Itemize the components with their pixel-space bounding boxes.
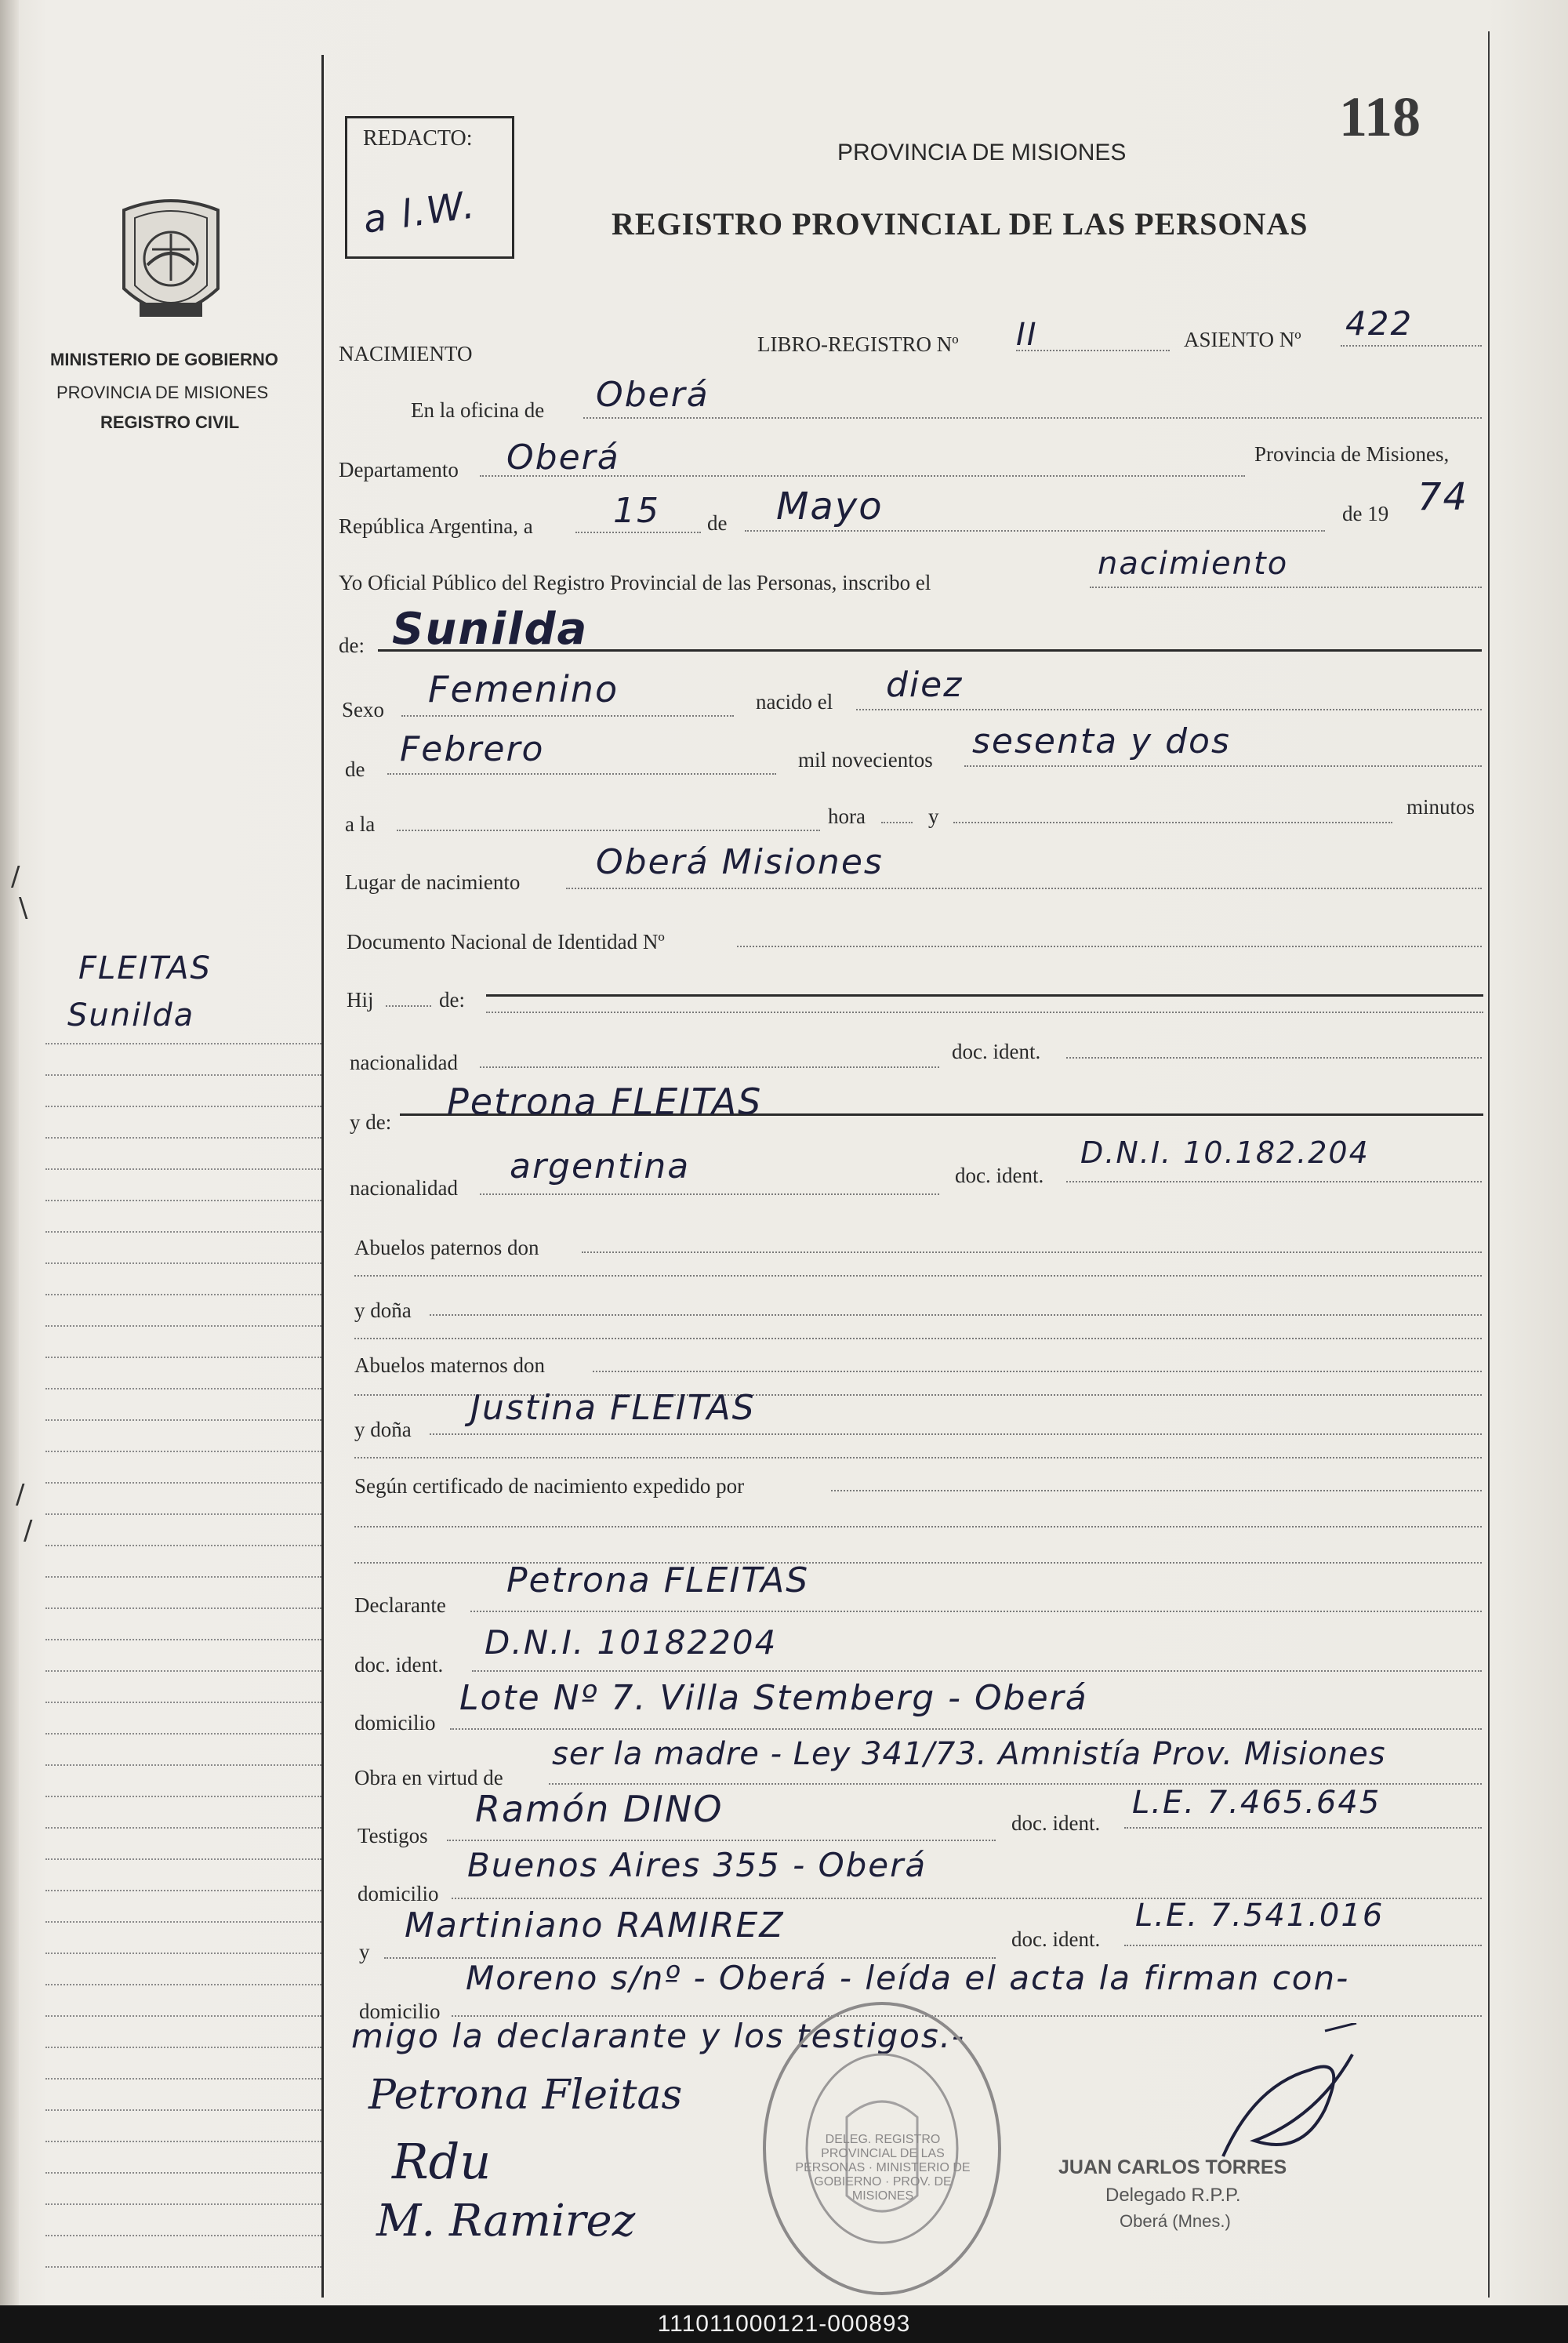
fecha-mes: Mayo	[776, 485, 884, 529]
doc-ident3-line	[472, 1670, 1482, 1672]
margin-ruled-line	[45, 1827, 321, 1829]
doc-ident4-label: doc. ident.	[1011, 1811, 1101, 1835]
margin-ruled-line	[45, 1639, 321, 1640]
testigos-line	[447, 1840, 996, 1841]
libro-line	[1016, 350, 1170, 351]
doc-ident2-label: doc. ident.	[955, 1164, 1044, 1187]
testigo2-domicilio: Moreno s/nº - Oberá - leída el acta la firman con-	[466, 1959, 1350, 1997]
hora-line	[881, 822, 913, 823]
margin-ruled-line	[45, 2015, 321, 2017]
margin-ruled-line	[45, 1451, 321, 1452]
signature-testigo2: M. Ramirez	[376, 2196, 636, 2247]
sidebar-province: PROVINCIA DE MISIONES	[56, 383, 269, 402]
nacionalidad-line	[480, 1066, 939, 1068]
lugar-value: Oberá Misiones	[596, 842, 884, 882]
signature-testigo1: Rdu	[392, 2133, 492, 2190]
margin-ruled-line	[45, 1168, 321, 1170]
margin-ruled-line	[45, 1764, 321, 1766]
mes-nac-line	[387, 773, 776, 775]
barcode-footer	[0, 2305, 1568, 2343]
y-dona2-line	[430, 1433, 1482, 1435]
margin-ruled-line	[45, 2203, 321, 2205]
dni-label: Documento Nacional de Identidad Nº	[347, 930, 665, 954]
margin-ruled-line	[45, 1482, 321, 1484]
hij-suffix-line	[386, 1005, 431, 1007]
minutos-label: minutos	[1406, 795, 1475, 819]
fecha-dia: 15	[613, 491, 660, 531]
margin-ruled-line	[45, 2266, 321, 2268]
nombre-value: Sunilda	[392, 604, 589, 655]
margin-ruled-line	[45, 1858, 321, 1860]
asiento-line	[1341, 345, 1482, 347]
stamp-text: DELEG. REGISTRO PROVINCIAL DE LAS PERSONAS · MINISTERIO DE GOBIERNO · PROV. DE MISIONES	[795, 2133, 971, 2203]
margin-given-name: Sunilda	[67, 997, 195, 1033]
margin-mark: /	[11, 861, 20, 892]
margin-rule	[321, 55, 324, 2298]
margin-ruled-line	[45, 1952, 321, 1954]
domicilio3-label: domicilio	[359, 2000, 441, 2023]
nacionalidad2-label: nacionalidad	[350, 1176, 458, 1200]
margin-ruled-line	[45, 1607, 321, 1609]
oficina-line	[583, 417, 1482, 419]
page-spine	[0, 0, 19, 2305]
abuelos-paternos-line-2	[354, 1275, 1482, 1277]
madre-doc: D.N.I. 10.182.204	[1080, 1135, 1370, 1170]
margin-ruled-line	[45, 1294, 321, 1295]
oficina-label: En la oficina de	[411, 398, 545, 422]
de-colon-label: de:	[339, 634, 365, 657]
declarante-doc: D.N.I. 10182204	[485, 1623, 778, 1662]
a-la-line	[397, 830, 820, 831]
nacionalidad2-line	[480, 1193, 939, 1195]
madre-nacionalidad: argentina	[510, 1146, 691, 1186]
oficina-value: Oberá	[596, 375, 710, 415]
act-type-label: NACIMIENTO	[339, 342, 473, 365]
minutos-line	[953, 822, 1392, 823]
margin-ruled-line	[45, 1357, 321, 1358]
madre-value: Petrona FLEITAS	[447, 1081, 763, 1123]
mil-label: mil novecientos	[798, 748, 933, 772]
segun-line-2	[354, 1526, 1482, 1527]
nacido-line	[856, 709, 1482, 710]
obra-label: Obra en virtud de	[354, 1766, 503, 1789]
margin-ruled-line	[45, 1890, 321, 1891]
abuelos-maternos-label: Abuelos maternos don	[354, 1353, 545, 1377]
asiento-value: 422	[1345, 304, 1414, 343]
margin-ruled-line	[45, 1043, 321, 1044]
lugar-label: Lugar de nacimiento	[345, 870, 521, 894]
margin-ruled-line	[45, 2235, 321, 2236]
margin-surname: FLEITAS	[78, 950, 212, 986]
officer-title: Delegado R.P.P.	[1105, 2185, 1241, 2206]
nacionalidad-label: nacionalidad	[350, 1051, 458, 1074]
right-rule	[1488, 31, 1490, 2298]
margin-ruled-line	[45, 1702, 321, 1703]
y2-label: y	[359, 1940, 370, 1963]
margin-ruled-line	[45, 1325, 321, 1327]
margin-ruled-line	[45, 1921, 321, 1923]
segun-label: Según certificado de nacimiento expedido por	[354, 1474, 745, 1498]
libro-label: LIBRO-REGISTRO Nº	[757, 332, 959, 356]
dni-line	[737, 946, 1482, 947]
departamento-value: Oberá	[506, 438, 620, 478]
y-de-label: y de:	[350, 1110, 392, 1134]
lugar-line	[566, 888, 1482, 889]
nacido-label: nacido el	[756, 690, 833, 714]
mes-line	[745, 530, 1325, 532]
cierre-line: migo la declarante y los testigos.-	[351, 2017, 966, 2055]
nacido-value: diez	[886, 665, 964, 705]
obra-value: ser la madre - Ley 341/73. Amnistía Prov. Misiones	[552, 1736, 1386, 1772]
margin-ruled-line	[45, 1419, 321, 1421]
doc-ident-line	[1066, 1057, 1482, 1059]
abuelos-paternos-line	[582, 1251, 1482, 1253]
hij-de-label: de:	[439, 988, 465, 1012]
oficial-text: Yo Oficial Público del Registro Provincial de las Personas, inscribo el	[339, 571, 931, 594]
margin-ruled-line	[45, 2172, 321, 2174]
margin-ruled-line	[45, 1262, 321, 1264]
y-dona-label: y doña	[354, 1299, 412, 1322]
header-province: PROVINCIA DE MISIONES	[837, 140, 1127, 165]
margin-mark: /	[24, 1515, 33, 1546]
inscribo-value: nacimiento	[1098, 546, 1289, 582]
testigo1-domicilio: Buenos Aires 355 - Oberá	[467, 1846, 927, 1884]
hij-label: Hij	[347, 988, 374, 1012]
segun-line	[831, 1490, 1482, 1491]
doc-ident4-line	[1124, 1827, 1482, 1829]
official-stamp	[753, 1992, 1011, 2309]
margin-ruled-line	[45, 2109, 321, 2111]
margin-ruled-line	[45, 1388, 321, 1389]
declarante-value: Petrona FLEITAS	[506, 1560, 810, 1600]
domicilio-line	[450, 1728, 1482, 1730]
margin-mark: \	[19, 892, 28, 924]
de-mes-label: de	[345, 757, 365, 781]
inscribo-line	[1090, 587, 1482, 588]
doc-ident5-line	[1124, 1945, 1482, 1946]
y-label: y	[928, 805, 939, 828]
margin-ruled-line	[45, 1733, 321, 1735]
y-dona2-line-2	[354, 1457, 1482, 1458]
abuelos-maternos-line	[593, 1371, 1482, 1372]
margin-ruled-line	[45, 1200, 321, 1201]
declarante-label: Declarante	[354, 1593, 446, 1617]
margin-ruled-line	[45, 1670, 321, 1672]
republica-label: República Argentina, a	[339, 514, 533, 538]
margin-ruled-line	[45, 1984, 321, 1985]
departamento-label: Departamento	[339, 458, 459, 481]
padre-line	[486, 994, 1483, 997]
officer-name: JUAN CARLOS TORRES	[1058, 2156, 1287, 2178]
de-label: de	[707, 511, 728, 535]
declarante-domicilio: Lote Nº 7. Villa Stemberg - Oberá	[459, 1678, 1088, 1718]
declarante-line	[470, 1611, 1482, 1612]
margin-ruled-line	[45, 1074, 321, 1076]
testigo1-doc: L.E. 7.465.645	[1132, 1785, 1381, 1821]
officer-place: Oberá (Mnes.)	[1120, 2211, 1231, 2231]
testigo2-doc: L.E. 7.541.016	[1135, 1898, 1385, 1934]
testigo2-value: Martiniano RAMIREZ	[405, 1905, 785, 1945]
padre-line-2	[486, 1012, 1483, 1013]
abuelos-paternos-label: Abuelos paternos don	[354, 1236, 539, 1259]
domicilio2-label: domicilio	[358, 1882, 439, 1905]
margin-ruled-line	[45, 1513, 321, 1515]
y-dona-line	[430, 1314, 1482, 1316]
anio-nacimiento: sesenta y dos	[972, 721, 1231, 761]
page-number: 118	[1339, 85, 1421, 148]
province-seal	[108, 194, 234, 340]
hora-label: hora	[828, 805, 866, 828]
doc-ident-label: doc. ident.	[952, 1040, 1041, 1063]
margin-ruled-line	[45, 1545, 321, 1546]
margin-ruled-line	[45, 1796, 321, 1797]
margin-ruled-line	[45, 2047, 321, 2048]
doc-ident5-label: doc. ident.	[1011, 1927, 1101, 1951]
redacto-label: REDACTO:	[363, 126, 473, 151]
barcode-text: 111011000121-000893	[657, 2311, 911, 2337]
doc-ident3-label: doc. ident.	[354, 1653, 444, 1676]
provincia-label: Provincia de Misiones,	[1254, 442, 1450, 466]
dia-line	[575, 532, 701, 533]
y-dona-line-2	[354, 1338, 1482, 1339]
redacto-initials: a l.W.	[360, 183, 479, 242]
margin-mark: /	[16, 1479, 25, 1510]
sidebar-office: REGISTRO CIVIL	[100, 412, 240, 432]
sexo-value: Femenino	[428, 668, 619, 710]
margin-ruled-line	[45, 1106, 321, 1107]
abuela-materna-value: Justina FLEITAS	[470, 1388, 756, 1428]
margin-ruled-line	[45, 2078, 321, 2080]
asiento-label: ASIENTO Nº	[1184, 328, 1301, 351]
margin-ruled-line	[45, 1231, 321, 1233]
testigo1-value: Ramón DINO	[475, 1788, 724, 1830]
y-dona2-label: y doña	[354, 1418, 412, 1441]
mes-nacimiento: Febrero	[400, 729, 545, 769]
libro-value: II	[1016, 317, 1038, 353]
margin-ruled-line	[45, 1137, 321, 1139]
domicilio-label: domicilio	[354, 1711, 436, 1735]
margin-ruled-line	[45, 2141, 321, 2142]
sexo-line	[401, 715, 734, 717]
a-la-label: a la	[345, 812, 376, 836]
doc-ident2-line	[1066, 1181, 1482, 1182]
testigos-label: Testigos	[358, 1824, 428, 1847]
de19-label: de 19	[1342, 502, 1389, 525]
registry-title: REGISTRO PROVINCIAL DE LAS PERSONAS	[612, 206, 1308, 242]
fecha-anio: 74	[1417, 475, 1469, 519]
margin-ruled-line	[45, 1576, 321, 1578]
signature-declarante: Petrona Fleitas	[368, 2072, 683, 2119]
sexo-label: Sexo	[342, 698, 384, 721]
anio-nac-line	[964, 765, 1482, 767]
redacto-box	[345, 116, 514, 259]
sidebar-ministry: MINISTERIO DE GOBIERNO	[50, 350, 278, 369]
